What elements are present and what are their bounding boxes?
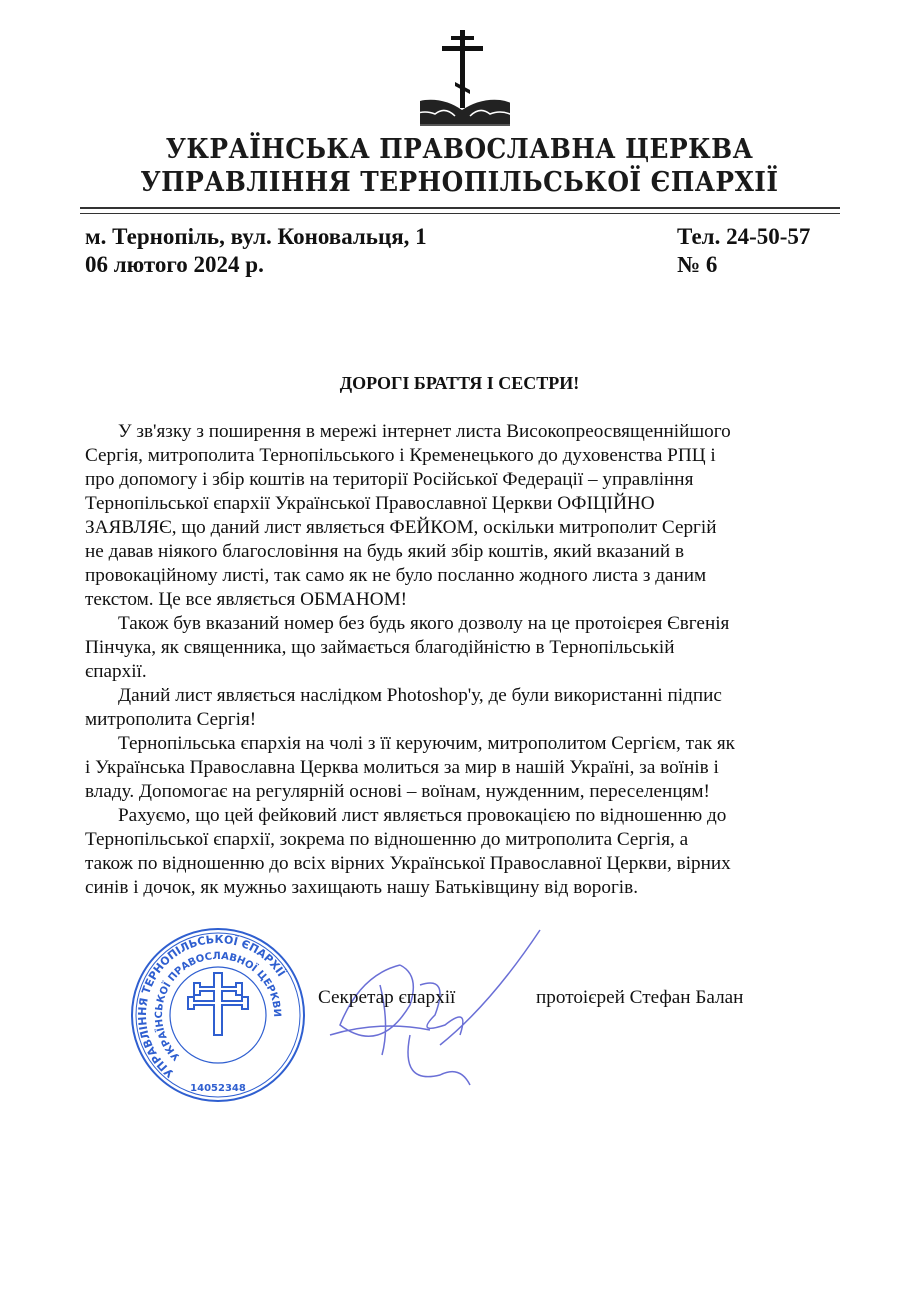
header-divider: [80, 213, 840, 214]
letterhead-title-administration: УПРАВЛІННЯ ТЕРНОПІЛЬСЬКОЇ ЄПАРХІЇ: [140, 167, 779, 198]
letter-line: Тернопільської єпархії, зокрема по відношенню до митрополита Сергія, а: [85, 829, 689, 850]
letter-line: про допомогу і збір коштів на території Російської Федерації – управління: [85, 469, 694, 490]
letter-line: ЗАЯВЛЯЄ, що даний лист являється ФЕЙКОМ, оскільки митрополит Сергій: [85, 517, 717, 538]
letter-line: єпархії.: [85, 661, 147, 682]
svg-text:УКРАЇНСЬКОЇ ПРАВОСЛАВНОЇ ЦЕРКВ: УКРАЇНСЬКОЇ ПРАВОСЛАВНОЇ ЦЕРКВИ: [153, 950, 283, 1063]
letter-line: Також був вказаний номер без будь якого дозволу на це протоієрея Євгенія: [118, 613, 730, 634]
letter-line: У зв'язку з поширення в мережі інтернет листа Високопреосвященнійшого: [118, 421, 731, 442]
letter-line: також по відношенню до всіх вірних Української Православної Церкви, вірних: [85, 853, 731, 874]
letter-line: Рахуємо, що цей фейковий лист являється провокацією по відношенню до: [118, 805, 727, 826]
letter-line: і Українська Православна Церква молиться за мир в нашій Україні, за воїнів і: [85, 757, 719, 778]
letter-line: не давав ніякого благословіння на будь який збір коштів, який вказаний в: [85, 541, 685, 562]
svg-text:УПРАВЛІННЯ ТЕРНОПІЛЬСЬКОЇ ЄПАР: УПРАВЛІННЯ ТЕРНОПІЛЬСЬКОЇ ЄПАРХІЇ: [135, 932, 288, 1081]
letter-line: Тернопільської єпархії Української Православної Церкви ОФІЦІЙНО: [85, 493, 655, 514]
letter-line: Сергія, митрополита Тернопільського і Кременецького до духовенства РПЦ і: [85, 445, 716, 466]
letter-line: текстом. Це все являється ОБМАНОМ!: [85, 589, 408, 610]
letterhead-title-church: УКРАЇНСЬКА ПРАВОСЛАВНА ЦЕРКВА: [165, 134, 754, 165]
official-stamp: [128, 925, 308, 1105]
phone: Тел. 24-50-57: [677, 224, 811, 249]
svg-text:14052348: 14052348: [190, 1083, 246, 1094]
letter-number: № 6: [677, 252, 718, 277]
header-divider: [80, 207, 840, 209]
signatory-position: Секретар єпархії: [318, 987, 456, 1008]
letter-line: владу. Допомогає на регулярній основі – воїнам, нужденним, переселенцям!: [85, 781, 710, 802]
letter-line: провокаційному листі, так само як не було посланно жодного листа з даним: [85, 565, 707, 586]
handwritten-signature: [320, 925, 550, 1095]
letter-line: митрополита Сергія!: [85, 709, 257, 730]
address: м. Тернопіль, вул. Коновальця, 1: [85, 224, 427, 249]
letter-heading: ДОРОГІ БРАТТЯ І СЕСТРИ!: [339, 373, 580, 393]
letter-line: Даний лист являється наслідком Photoshop'у, де були використанні підпис: [118, 685, 722, 706]
letter-line: Тернопільська єпархія на чолі з її керуючим, митрополитом Сергієм, так як: [118, 733, 736, 754]
letter-date: 06 лютого 2024 р.: [85, 252, 264, 277]
letter-line: Пінчука, як священника, що займається благодійністю в Тернопільській: [85, 637, 675, 658]
signatory-name: протоієрей Стефан Балан: [536, 987, 744, 1008]
orthodox-cross-emblem: [420, 28, 510, 128]
letter-line: синів і дочок, як мужньо захищають нашу Батьківщину від ворогів.: [85, 877, 638, 898]
